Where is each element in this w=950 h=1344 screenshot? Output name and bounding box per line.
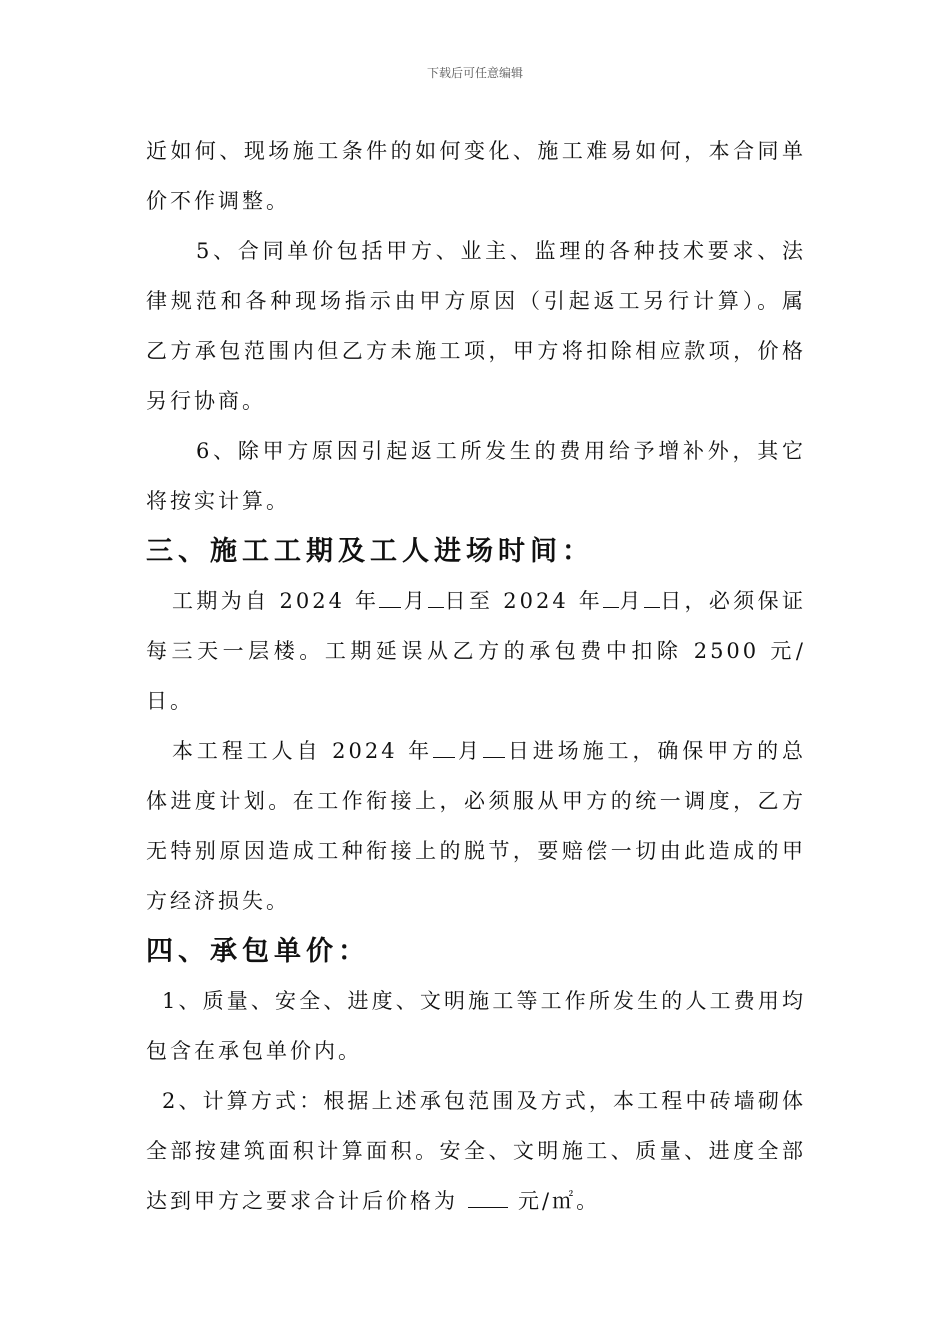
entry-text-1: 本工程工人自 2024 年 [172,739,434,763]
paragraph-construction-period [146,576,806,726]
period-text-2: 月 [403,589,429,613]
section-3-heading: 三、施工工期及工人进场时间： [146,536,594,567]
blank-start-month [379,586,401,608]
blank-unit-price [468,1186,508,1208]
page-header: 下载后可任意编辑 [426,66,523,80]
blank-entry-month [433,736,455,758]
document-body [146,126,806,1226]
blank-entry-day [483,736,505,758]
paragraph-clause-6: 6、除甲方原因引起返工所发生的费用给予增补外，其它将按实计算。 [146,439,806,513]
paragraph-item-1: 1、质量、安全、进度、文明施工等工作所发生的人工费用均包含在承包单价内。 [146,989,806,1063]
period-text-1: 工期为自 2024 年 [172,589,380,613]
paragraph-worker-entry [146,726,806,926]
paragraph-clause-5: 5、合同单价包括甲方、业主、监理的各种技术要求、法律规范和各种现场指示由甲方原因（引起返工另行计算）。属乙方承包范围内但乙方未施工项，甲方将扣除相应款项，价格另行协商。 [146,239,806,413]
paragraph-price-unadjusted: 近如何、现场施工条件的如何变化、施工难易如何，本合同单价不作调整。 [146,139,806,213]
period-text-3: 日至 2024 年 [444,589,604,613]
section-4-heading: 四、承包单价： [146,936,370,967]
entry-text-3: 日进场施工，确保甲方的总体进度计划。在工作衔接上，必须服从甲方的统一调度，乙方无特别原因造成工种衔接上的脱节，要赔偿一切由此造成的甲方经济损失。 [146,739,806,913]
period-text-5: 日，必须保证每三天一层楼。工期延误从乙方的承包费中扣除 2500 元/日。 [146,589,807,713]
blank-end-day [644,586,660,608]
blank-start-day [428,586,444,608]
paragraph-item-2 [146,1076,806,1226]
item2-text-2: 元/㎡。 [518,1189,601,1213]
entry-text-2: 月 [457,739,483,763]
item2-text-1: 2、计算方式：根据上述承包范围及方式，本工程中砖墙砌体全部按建筑面积计算面积。安全、文明施工、质量、进度全部达到甲方之要求合计后价格为 [146,1089,806,1213]
period-text-4: 月 [619,589,644,613]
blank-end-month [603,586,619,608]
